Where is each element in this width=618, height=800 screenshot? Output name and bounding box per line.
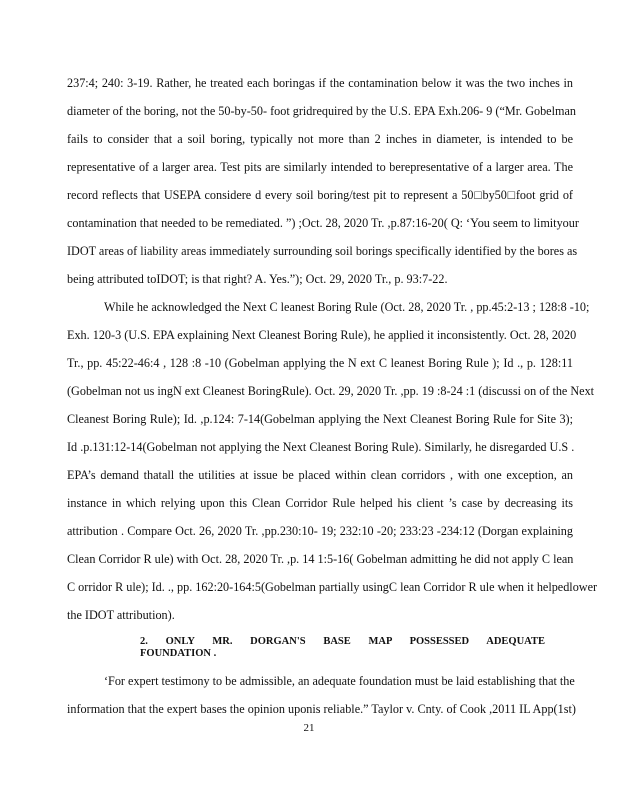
text-line: Cleanest Boring Rule); Id. ,p.124: 7-14(Gobelman applying the Next Cleanest Boring Rule for Site 3); xyxy=(67,412,573,426)
text-line: ‘For expert testimony to be admissible, an adequate foundation must be laid establishing that the xyxy=(104,674,575,688)
text-line: contamination that needed to be remediated. ”) ;Oct. 28, 2020 Tr. ,p.87:16-20( Q: ‘You seem to limityour xyxy=(67,216,579,230)
heading-line: FOUNDATION . xyxy=(140,648,217,659)
text-line: the IDOT attribution). xyxy=(67,608,175,622)
text-line: 237:4; 240: 3-19. Rather, he treated each boringas if the contamination below it was the two inches in xyxy=(67,76,573,90)
page-number: 21 xyxy=(303,722,315,734)
text-line: representative of a larger area. Test pits are similarly intended to berepresentative of a larger area. The xyxy=(67,160,573,174)
text-line: While he acknowledged the Next C leanest Boring Rule (Oct. 28, 2020 Tr. , pp.45:2-13 ; 128:8 -10; xyxy=(104,300,590,314)
text-line: Id .p.131:12-14(Gobelman not applying the Next Cleanest Boring Rule). Similarly, he disregarded U.S . xyxy=(67,440,575,454)
text-line: information that the expert bases the opinion uponis reliable.” Taylor v. Cnty. of Cook ,2011 IL App(1st) xyxy=(67,702,576,716)
text-line: instance in which relying upon this Clean Corridor Rule helped his client ’s case by decreasing its xyxy=(67,496,573,510)
text-line: Clean Corridor R ule) with Oct. 28, 2020 Tr. ,p. 14 1:5-16( Gobelman admitting he did not apply C lean xyxy=(67,552,574,566)
text-line: Tr., pp. 45:22-46:4 , 128 :8 -10 (Gobelman applying the N ext C leanest Boring Rule ); Id ., p. 128:11 xyxy=(67,356,573,370)
text-line: (Gobelman not us ingN ext Cleanest BoringRule). Oct. 29, 2020 Tr. ,pp. 19 :8-24 :1 (discussi on of the Next xyxy=(67,384,595,398)
text-line: diameter of the boring, not the 50-by-50- foot gridrequired by the U.S. EPA Exh.206- 9 (“Mr. Gobelman xyxy=(67,104,576,118)
text-line: being attributed toIDOT; is that right? A. Yes.”); Oct. 29, 2020 Tr., p. 93:7-22. xyxy=(67,272,448,286)
text-line: Exh. 120-3 (U.S. EPA explaining Next Cleanest Boring Rule), he applied it inconsistently. Oct. 28, 2020 xyxy=(67,328,577,342)
text-line: attribution . Compare Oct. 26, 2020 Tr. ,pp.230:10- 19; 232:10 -20; 233:23 -234:12 (Dorgan explaining xyxy=(67,524,573,538)
text-line: IDOT areas of liability areas immediately surrounding soil borings specifically identified by the bores as xyxy=(67,244,578,258)
text-line: record reflects that USEPA considere d every soil boring/test pit to represent a 50□by50□foot grid of xyxy=(67,188,573,202)
heading-line: 2. ONLY MR. DORGAN'S BASE MAP POSSESSED ADEQUATE xyxy=(140,636,545,647)
text-line: EPA’s demand thatall the utilities at issue be placed within clean corridors , with one exception, an xyxy=(67,468,573,482)
text-line: fails to consider that a soil boring, typically not more than 2 inches in diameter, is intended to be xyxy=(67,132,573,146)
text-line: C orridor R ule); Id. ., pp. 162:20-164:5(Gobelman partially usingC lean Corridor R ule when it helpedlower xyxy=(67,580,598,594)
